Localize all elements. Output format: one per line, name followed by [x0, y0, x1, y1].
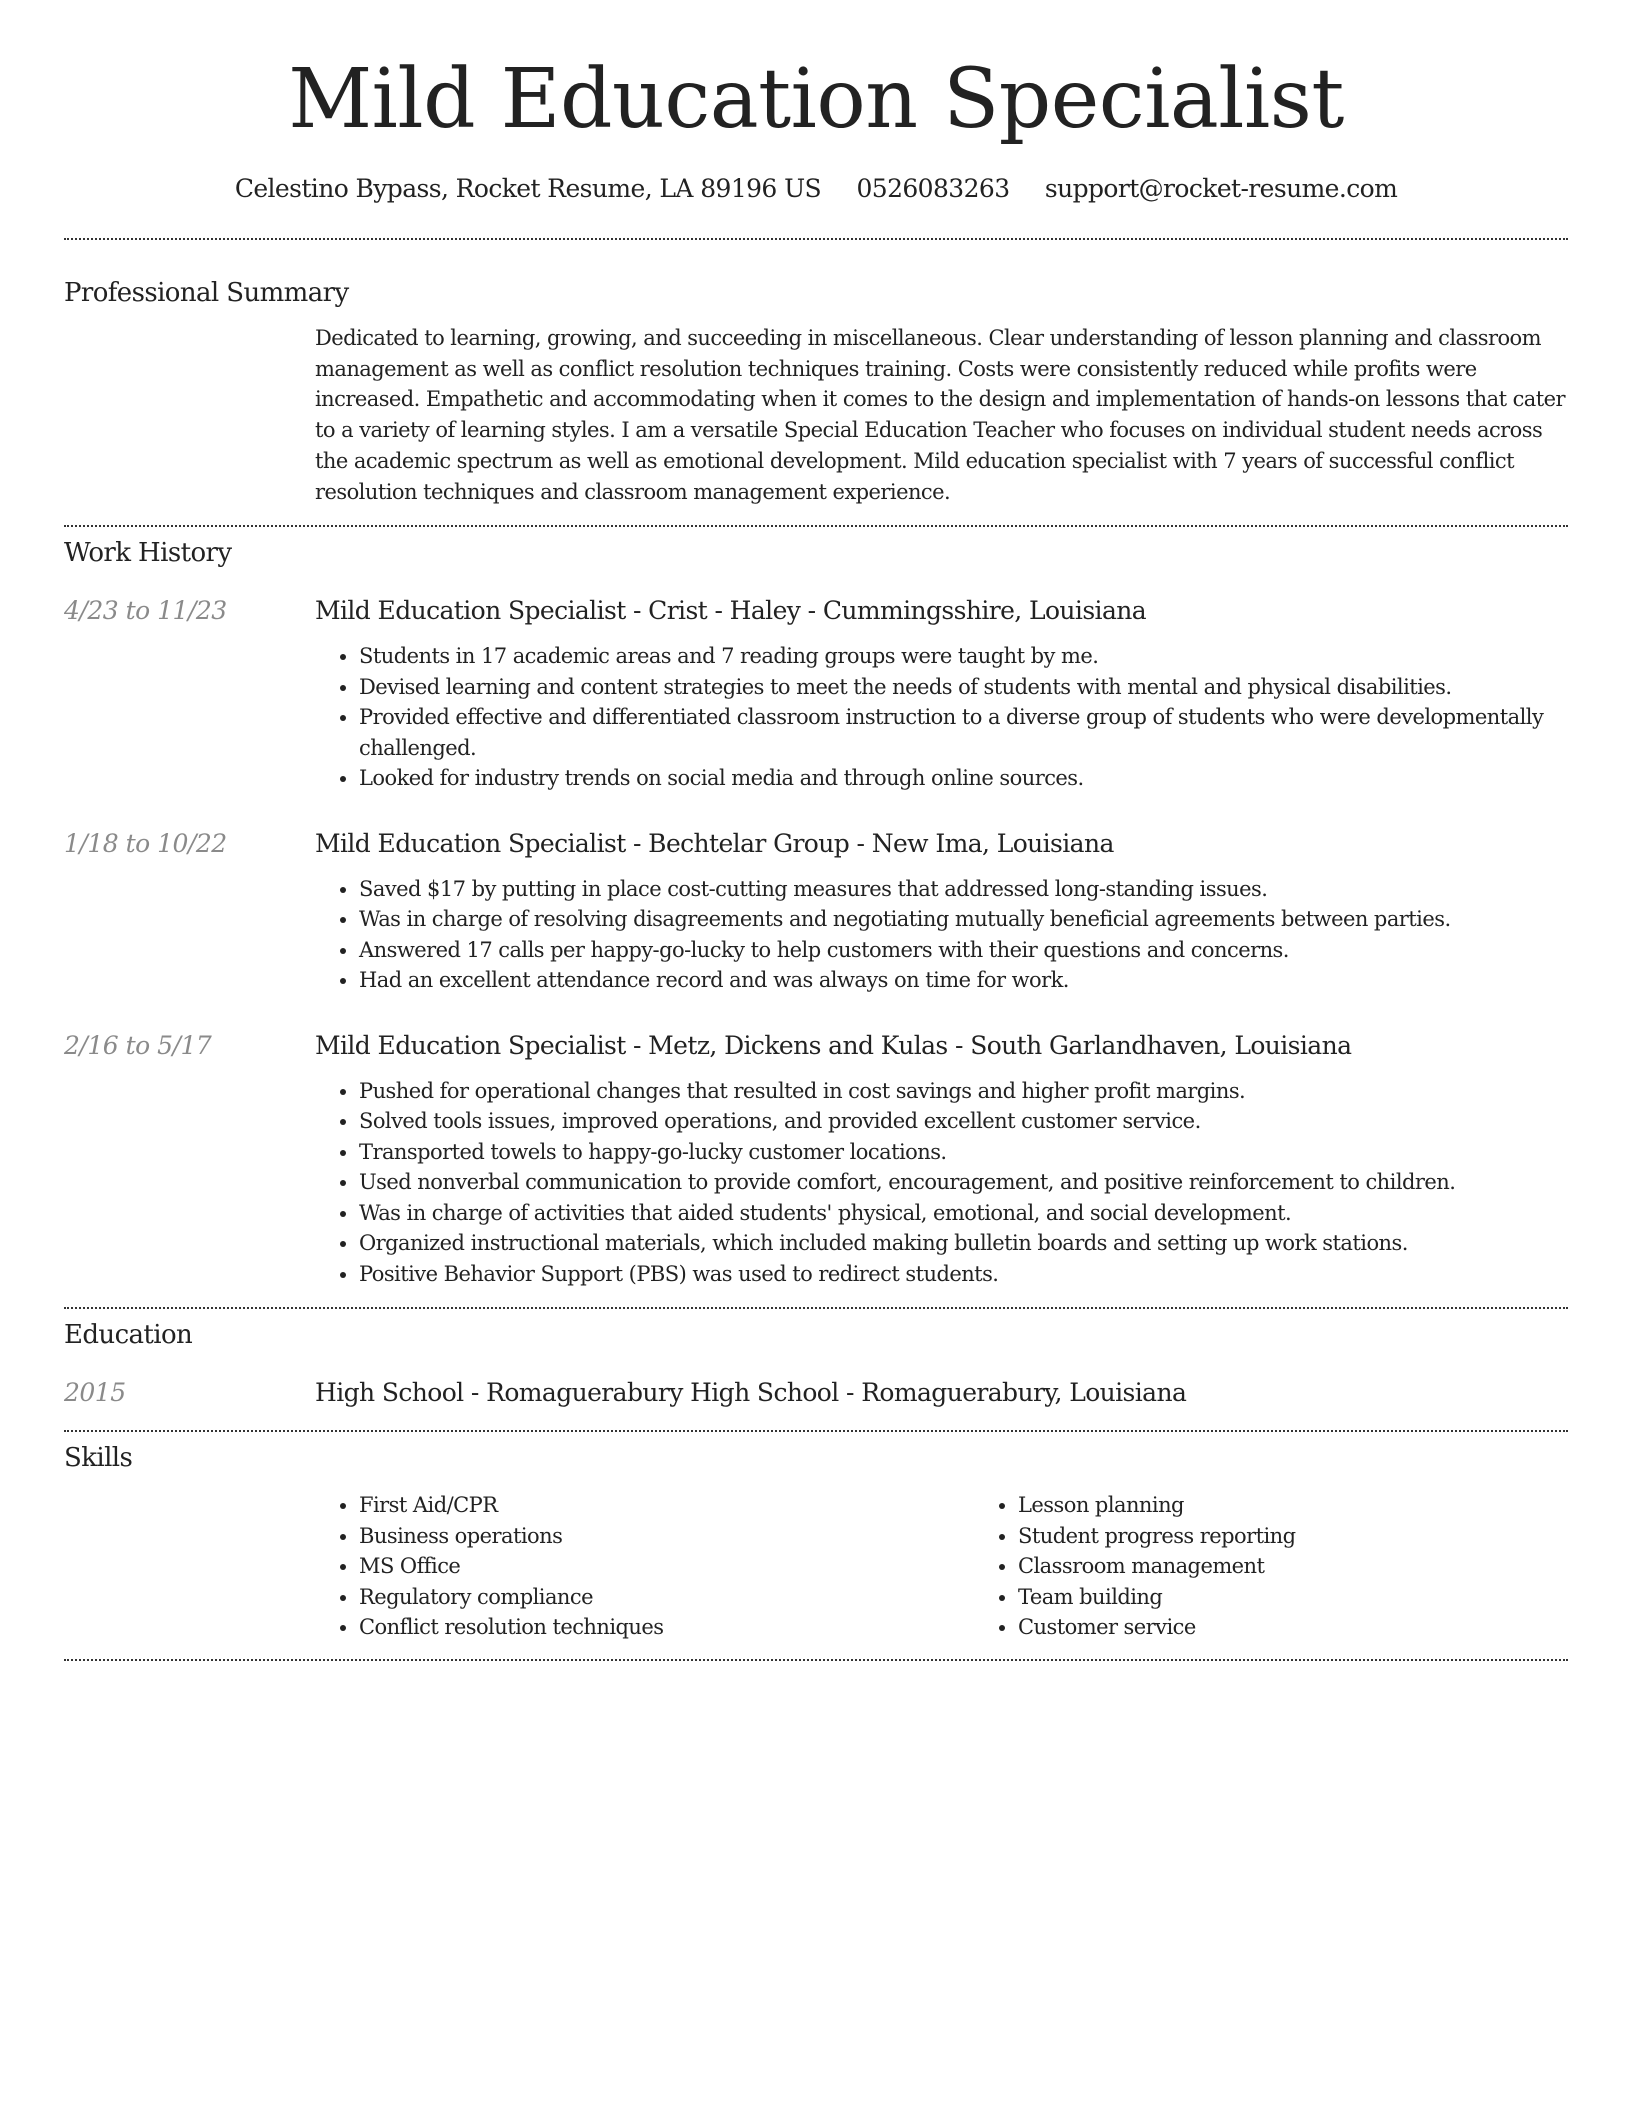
- list-item: • Devised learning and content strategies to meet the needs of students with mental and physical disabilities.: [359, 672, 1568, 703]
- skill-item: • Student progress reporting: [1018, 1521, 1632, 1552]
- job-bullets: [315, 641, 1568, 794]
- skill-item: • Regulatory compliance: [359, 1582, 974, 1613]
- list-item: • Used nonverbal communication to provide comfort, encouragement, and positive reinforcement to children.: [359, 1167, 1568, 1198]
- skill-item: • Team building: [1018, 1582, 1632, 1613]
- summary-heading: Professional Summary: [64, 278, 349, 308]
- list-item: • Had an excellent attendance record and was always on time for work.: [359, 965, 1568, 996]
- education-section: [64, 1309, 1568, 1410]
- skill-item: • MS Office: [359, 1551, 974, 1582]
- skill-item: • Classroom management: [1018, 1551, 1632, 1582]
- job-entry: [64, 827, 1568, 996]
- contact-line: [64, 172, 1568, 206]
- job-entry: [64, 594, 1568, 794]
- list-item: • Students in 17 academic areas and 7 reading groups were taught by me.: [359, 641, 1568, 672]
- list-item: • Positive Behavior Support (PBS) was used to redirect students.: [359, 1259, 1568, 1290]
- job-dates: 2/16 to 5/17: [64, 1030, 212, 1060]
- job-dates: 4/23 to 11/23: [64, 596, 227, 626]
- summary-text: Dedicated to learning, growing, and succeeding in miscellaneous. Clear understanding of lesson planning and classroom management as well as conflict resolution techniques training. Costs were consistently reduced while profits were increased. Empathetic and accommodating when it comes to the design and implementation of hands-on lessons that cater to a variety of learning styles. I am a versatile Special Education Teacher who focuses on individual student needs across the academic spectrum as well as emotional development. Mild education specialist with 7 years of successful conflict resolution techniques and classroom management experience.: [315, 326, 1566, 504]
- list-item: • Looked for industry trends on social media and through online sources.: [359, 763, 1568, 794]
- job-bullets: [315, 874, 1568, 996]
- skill-item: • Conflict resolution techniques: [359, 1612, 974, 1643]
- education-entry: [64, 1376, 1568, 1410]
- contact-email: support@rocket-resume.com: [1044, 174, 1398, 203]
- skills-column-left: [315, 1490, 974, 1643]
- education-heading: Education: [64, 1320, 193, 1351]
- list-item: • Organized instructional materials, which included making bulletin boards and setting up work stations.: [359, 1228, 1568, 1259]
- resume-name: Mild Education Specialist: [288, 52, 1344, 147]
- list-item: • Solved tools issues, improved operations, and provided excellent customer service.: [359, 1106, 1568, 1137]
- list-item: • Saved $17 by putting in place cost-cutting measures that addressed long-standing issues.: [359, 874, 1568, 905]
- list-item: • Pushed for operational changes that resulted in cost savings and higher profit margins.: [359, 1076, 1568, 1107]
- job-dates: 1/18 to 10/22: [64, 828, 227, 858]
- list-item: • Provided effective and differentiated classroom instruction to a diverse group of students who were developmentally challenged.: [359, 702, 1568, 763]
- divider: [64, 1659, 1568, 1661]
- contact-phone: 0526083263: [856, 174, 1010, 203]
- job-heading: Mild Education Specialist - Crist - Haley - Cummingsshire, Louisiana: [315, 596, 1147, 626]
- skills-column-right: [974, 1490, 1632, 1643]
- skills-section: [64, 1432, 1568, 1643]
- contact-address: Celestino Bypass, Rocket Resume, LA 89196 US: [234, 174, 822, 203]
- job-heading: Mild Education Specialist - Bechtelar Group - New Ima, Louisiana: [315, 828, 1114, 858]
- skill-item: • Business operations: [359, 1521, 974, 1552]
- education-year: 2015: [64, 1378, 126, 1408]
- skills-list: [315, 1490, 1632, 1643]
- education-heading-text: High School - Romaguerabury High School - Romaguerabury, Louisiana: [315, 1378, 1187, 1408]
- resume-page: [64, 0, 1568, 1661]
- job-heading: Mild Education Specialist - Metz, Dickens and Kulas - South Garlandhaven, Louisiana: [315, 1030, 1352, 1060]
- skill-item: • Lesson planning: [1018, 1490, 1632, 1521]
- list-item: • Transported towels to happy-go-lucky customer locations.: [359, 1137, 1568, 1168]
- list-item: • Was in charge of resolving disagreements and negotiating mutually beneficial agreements between parties.: [359, 904, 1568, 935]
- job-entry: [64, 1029, 1568, 1290]
- skills-heading: Skills: [64, 1443, 133, 1474]
- summary-section: [64, 240, 1568, 507]
- work-history-section: [64, 527, 1568, 1289]
- job-bullets: [315, 1076, 1568, 1290]
- skill-item: • First Aid/CPR: [359, 1490, 974, 1521]
- list-item: • Was in charge of activities that aided students' physical, emotional, and social development.: [359, 1198, 1568, 1229]
- skill-item: • Customer service: [1018, 1612, 1632, 1643]
- list-item: • Answered 17 calls per happy-go-lucky to help customers with their questions and concerns.: [359, 935, 1568, 966]
- work-history-heading: Work History: [64, 538, 232, 569]
